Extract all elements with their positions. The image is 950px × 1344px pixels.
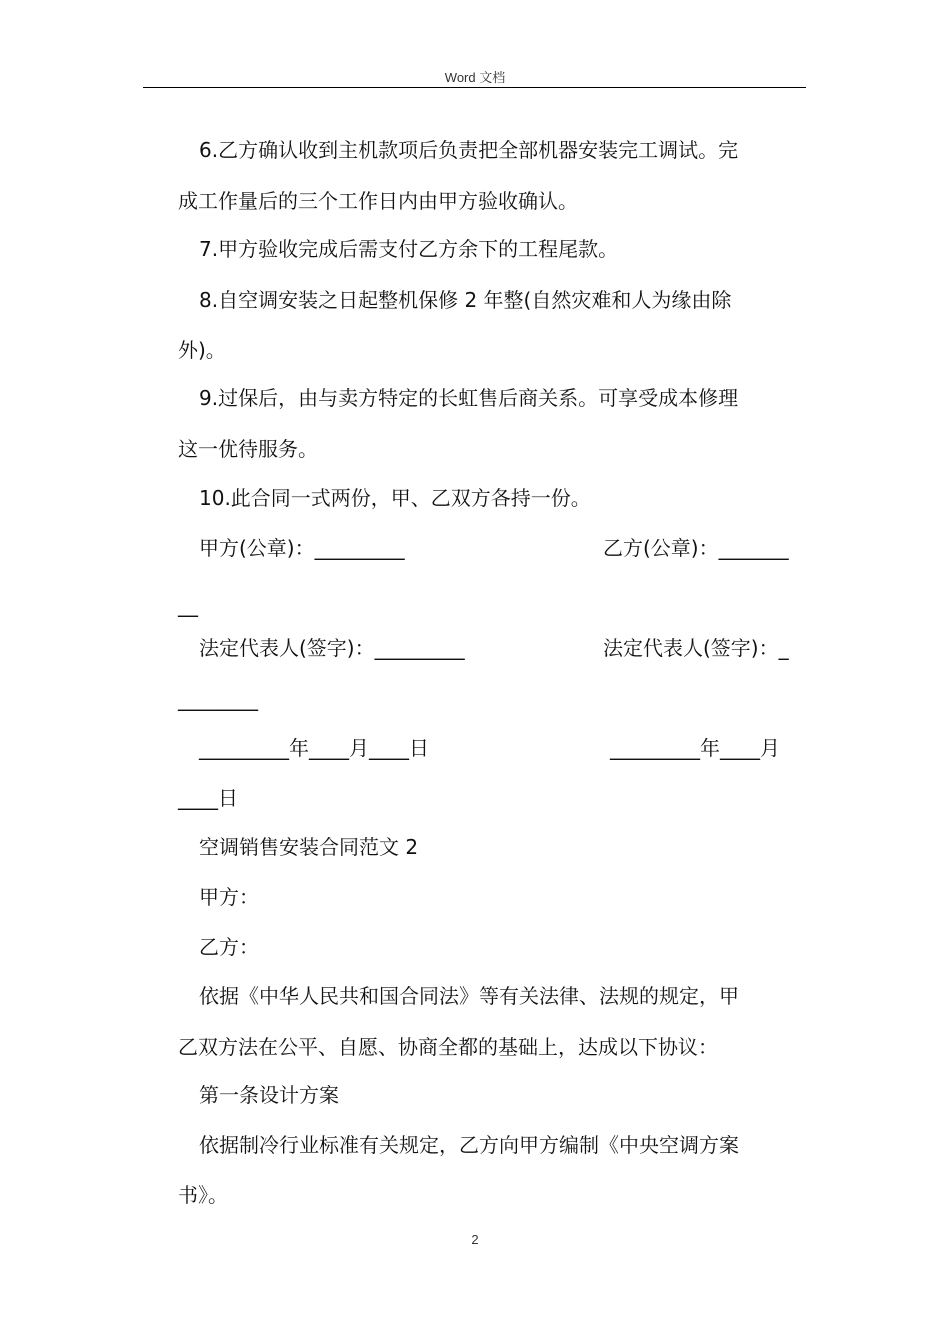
party-b-representative-line: 法定代表人(签字)：_ — [603, 636, 789, 660]
party-a-representative-line: 法定代表人(签字)：_________ — [199, 636, 465, 660]
party-b-label: 乙方： — [199, 935, 259, 959]
basis-line-1: 依据《中华人民共和国合同法》等有关法律、法规的规定，甲 — [199, 984, 739, 1008]
clause-9-line-2: 这一优待服务。 — [178, 437, 318, 461]
header-divider — [143, 87, 806, 88]
page-number: 2 — [471, 1232, 479, 1247]
clause-9-line-1: 9.过保后，由与卖方特定的长虹售后商关系。可享受成本修理 — [199, 386, 739, 410]
article-1-title: 第一条设计方案 — [199, 1083, 339, 1107]
page-header-title: Word 文档 — [444, 70, 506, 85]
clause-8-line-2: 外)。 — [178, 338, 226, 362]
party-b-date-line-cont: ____日 — [178, 786, 238, 810]
section-title-2: 空调销售安装合同范文 2 — [199, 835, 419, 859]
party-b-seal-line-cont: __ — [178, 593, 198, 617]
party-b-representative-line-cont: ________ — [178, 687, 258, 711]
clause-7: 7.甲方验收完成后需支付乙方余下的工程尾款。 — [199, 237, 619, 261]
clause-6-line-1: 6.乙方确认收到主机款项后负责把全部机器安装完工调试。完 — [199, 138, 739, 162]
clause-8-line-1: 8.自空调安装之日起整机保修 2 年整(自然灾难和人为缘由除 — [199, 288, 732, 312]
clause-6-line-2: 成工作量后的三个工作日内由甲方验收确认。 — [178, 189, 578, 213]
party-a-seal-line: 甲方(公章)：_________ — [199, 536, 405, 560]
party-a-date-line: _________年____月____日 — [199, 736, 429, 760]
party-b-date-line: _________年____月 — [610, 736, 780, 760]
basis-line-2: 乙双方法在公平、自愿、协商全都的基础上，达成以下协议： — [178, 1035, 718, 1059]
party-a-label: 甲方： — [199, 885, 259, 909]
article-1-line-2: 书》。 — [178, 1183, 228, 1207]
clause-10: 10.此合同一式两份，甲、乙双方各持一份。 — [199, 486, 591, 510]
party-b-seal-line: 乙方(公章)：_______ — [603, 536, 789, 560]
article-1-line-1: 依据制冷行业标准有关规定，乙方向甲方编制《中央空调方案 — [199, 1133, 739, 1157]
